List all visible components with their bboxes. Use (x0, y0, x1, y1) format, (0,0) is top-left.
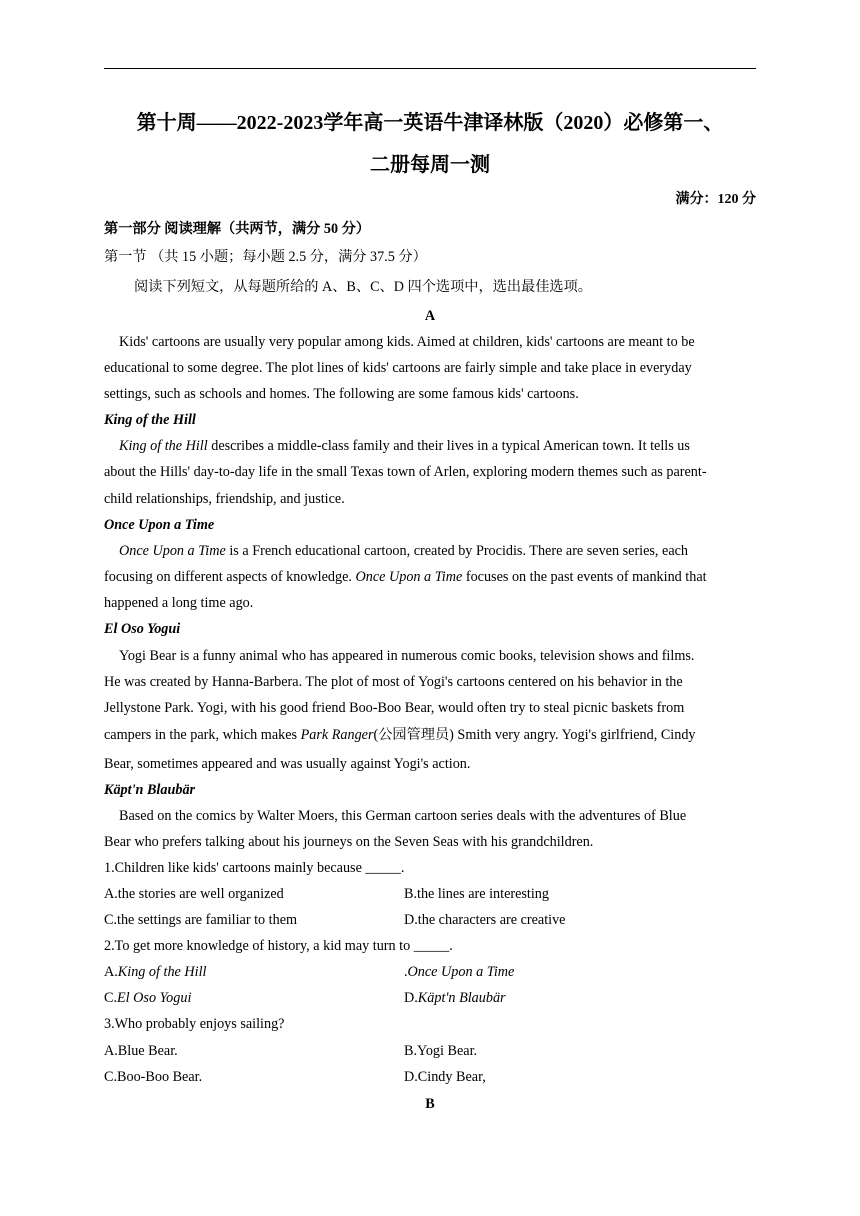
header-rule (104, 68, 756, 69)
heading-kaptn-blaubar: Käpt'n Blaubär (104, 782, 196, 798)
page-title-line-1: 第十周——2022-2023学年高一英语牛津译林版（2020）必修第一、 (136, 112, 724, 134)
paragraph-3-line-3: Jellystone Park. Yogi, with his good friend Boo-Boo Bear, would often try to steal picnic baskets from (104, 700, 685, 716)
question-2-option-a: A.King of the Hill (104, 964, 207, 980)
paragraph-4-line-2: Bear who prefers talking about his journeys on the Seven Seas with his grandchildren. (104, 834, 594, 850)
instruction: 阅读下列短文，从每题所给的 A、B、C、D 四个选项中，选出最佳选项。 (134, 279, 592, 295)
question-3-option-c: C.Boo-Boo Bear. (104, 1069, 203, 1085)
question-1-option-c: C.the settings are familiar to them (104, 912, 298, 928)
question-3-stem: 3.Who probably enjoys sailing? (104, 1016, 285, 1032)
paragraph-1-line-3: child relationships, friendship, and justice. (104, 491, 345, 507)
paragraph-3-line-1: Yogi Bear is a funny animal who has appeared in numerous comic books, television shows and films. (119, 648, 695, 664)
paragraph-2-line-3: happened a long time ago. (104, 595, 254, 611)
heading-king-of-the-hill: King of the Hill (104, 412, 196, 428)
paragraph-3-line-2: He was created by Hanna-Barbera. The plot of most of Yogi's cartoons centered on his behavior in the (104, 674, 683, 690)
question-2-option-d: D.Käpt'n Blaubär (404, 990, 506, 1006)
paragraph-2-line-1: Once Upon a Time is a French educational cartoon, created by Procidis. There are seven series, each (119, 543, 689, 559)
intro-line-3: settings, such as schools and homes. The following are some famous kids' cartoons. (104, 386, 579, 402)
question-3-option-b: B.Yogi Bear. (404, 1043, 478, 1059)
question-2-stem: 2.To get more knowledge of history, a kid may turn to _____. (104, 938, 453, 954)
heading-once-upon-a-time: Once Upon a Time (104, 517, 215, 533)
paragraph-3-line-5: Bear, sometimes appeared and was usually against Yogi's action. (104, 756, 471, 772)
intro-line-2: educational to some degree. The plot lines of kids' cartoons are fairly simple and take place in everyday (104, 360, 692, 376)
paragraph-4-line-1: Based on the comics by Walter Moers, this German cartoon series deals with the adventures of Blue (119, 808, 687, 824)
question-1-option-b: B.the lines are interesting (404, 886, 549, 902)
question-2-option-b: .Once Upon a Time (404, 964, 515, 980)
paragraph-1-line-2: about the Hills' day-to-day life in the small Texas town of Arlen, exploring modern themes such as parent- (104, 464, 707, 480)
question-1-stem: 1.Children like kids' cartoons mainly because _____. (104, 860, 405, 876)
intro-line-1: Kids' cartoons are usually very popular among kids. Aimed at children, kids' cartoons are meant to be (119, 334, 695, 350)
question-1-option-a: A.the stories are well organized (104, 886, 284, 902)
paragraph-2-line-2: focusing on different aspects of knowledge. Once Upon a Time focuses on the past events of mankind that (104, 569, 707, 585)
question-1-option-d: D.the characters are creative (404, 912, 566, 928)
passage-label-a: A (424, 308, 436, 324)
total-score: 满分：120 分 (675, 192, 756, 207)
passage-label-b: B (425, 1096, 435, 1112)
paragraph-1-line-1: King of the Hill describes a middle-class family and their lives in a typical American town. It tells us (119, 438, 690, 454)
paragraph-3-line-4: campers in the park, which makes Park Ranger(公园管理员) Smith very angry. Yogi's girlfriend, Cindy (104, 727, 696, 743)
heading-el-oso-yogui: El Oso Yogui (104, 621, 181, 637)
question-2-option-c: C.El Oso Yogui (104, 990, 192, 1006)
section-heading: 第一节 （共 15 小题；每小题 2.5 分，满分 37.5 分） (104, 249, 427, 265)
page-title-line-2: 二册每周一测 (370, 154, 490, 176)
part-heading: 第一部分 阅读理解（共两节，满分 50 分） (104, 221, 371, 237)
question-3-option-a: A.Blue Bear. (104, 1043, 178, 1059)
question-3-option-d: D.Cindy Bear, (404, 1069, 486, 1085)
